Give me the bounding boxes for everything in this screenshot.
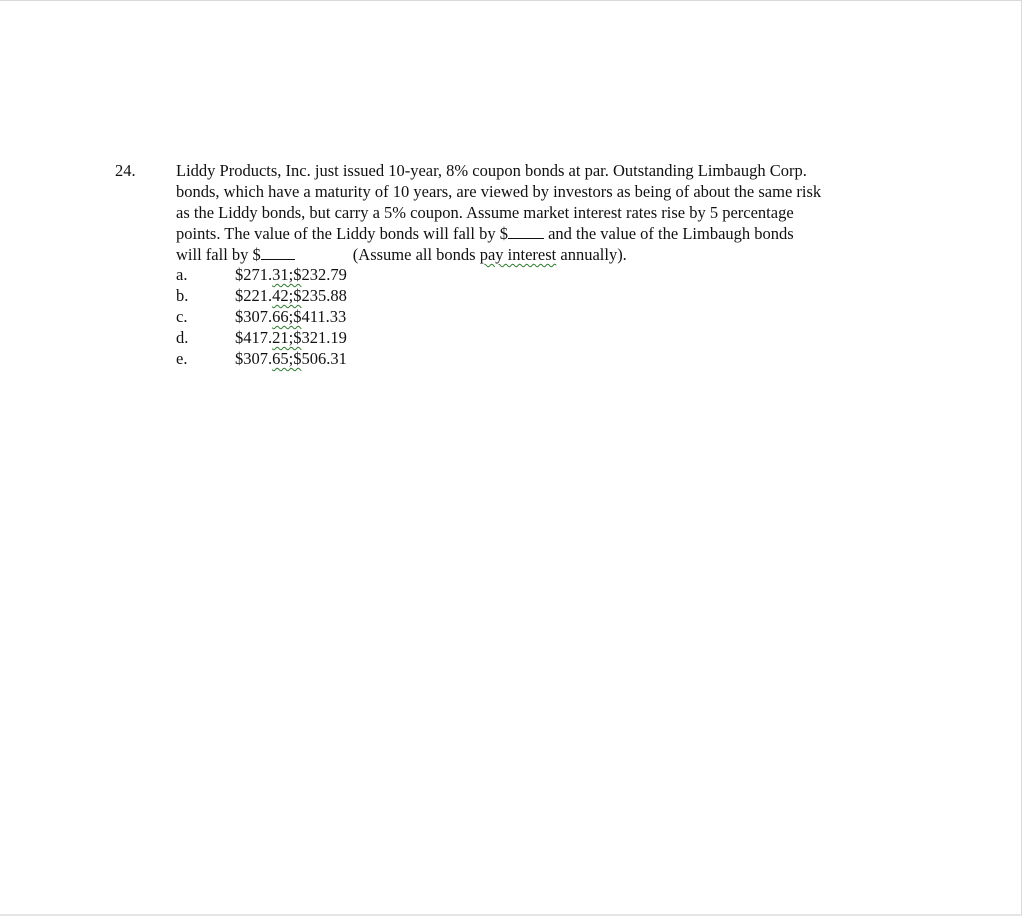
option-letter: b.: [176, 286, 189, 305]
stem-line-4-end: and the value of the Limbaugh bonds: [543, 224, 794, 243]
option-c: [176, 306, 347, 327]
option-value-start: $221.: [235, 286, 273, 305]
answer-blank-limbaugh: [261, 245, 295, 260]
stem-line-5-start: will fall by $: [176, 245, 261, 264]
option-value-flagged: 65;$: [272, 349, 302, 368]
answer-options: [176, 264, 347, 369]
stem-line-5-end: annually).: [556, 245, 627, 264]
stem-line-4: [176, 223, 916, 244]
option-value-flagged: 31;$: [272, 265, 302, 284]
stem-line-4-start: points. The value of the Liddy bonds will fall by $: [176, 224, 508, 243]
option-letter: e.: [176, 349, 188, 368]
option-letter: d.: [176, 328, 189, 347]
option-value-end: 232.79: [301, 265, 347, 284]
option-value-flagged: 66;$: [272, 307, 302, 326]
option-value-start: $307.: [235, 349, 273, 368]
option-a: [176, 264, 347, 285]
option-value-end: 235.88: [301, 286, 347, 305]
option-value-end: 506.31: [301, 349, 347, 368]
question-stem: [176, 160, 916, 265]
option-b: [176, 285, 347, 306]
answer-blank-liddy: [508, 224, 544, 239]
question-number: 24.: [115, 161, 136, 180]
stem-line-1: Liddy Products, Inc. just issued 10-year, 8% coupon bonds at par. Outstanding Limbaugh Corp.: [176, 161, 807, 180]
option-value-start: $271.: [235, 265, 273, 284]
option-value-end: 411.33: [301, 307, 347, 326]
option-value-flagged: 21;$: [272, 328, 302, 347]
option-value-end: 321.19: [301, 328, 347, 347]
option-value-flagged: 42;$: [272, 286, 302, 305]
option-letter: a.: [176, 265, 188, 284]
stem-line-5: [176, 244, 916, 265]
stem-line-3: as the Liddy bonds, but carry a 5% coupon. Assume market interest rates rise by 5 percentage: [176, 203, 794, 222]
option-letter: c.: [176, 307, 188, 326]
option-d: [176, 327, 347, 348]
option-value-start: $307.: [235, 307, 273, 326]
option-value-start: $417.: [235, 328, 273, 347]
spellcheck-flagged-text: pay interest: [479, 245, 557, 264]
stem-line-2: bonds, which have a maturity of 10 years, are viewed by investors as being of about the same risk: [176, 182, 822, 201]
stem-line-5-note: (Assume all bonds: [352, 245, 480, 264]
option-e: [176, 348, 347, 369]
